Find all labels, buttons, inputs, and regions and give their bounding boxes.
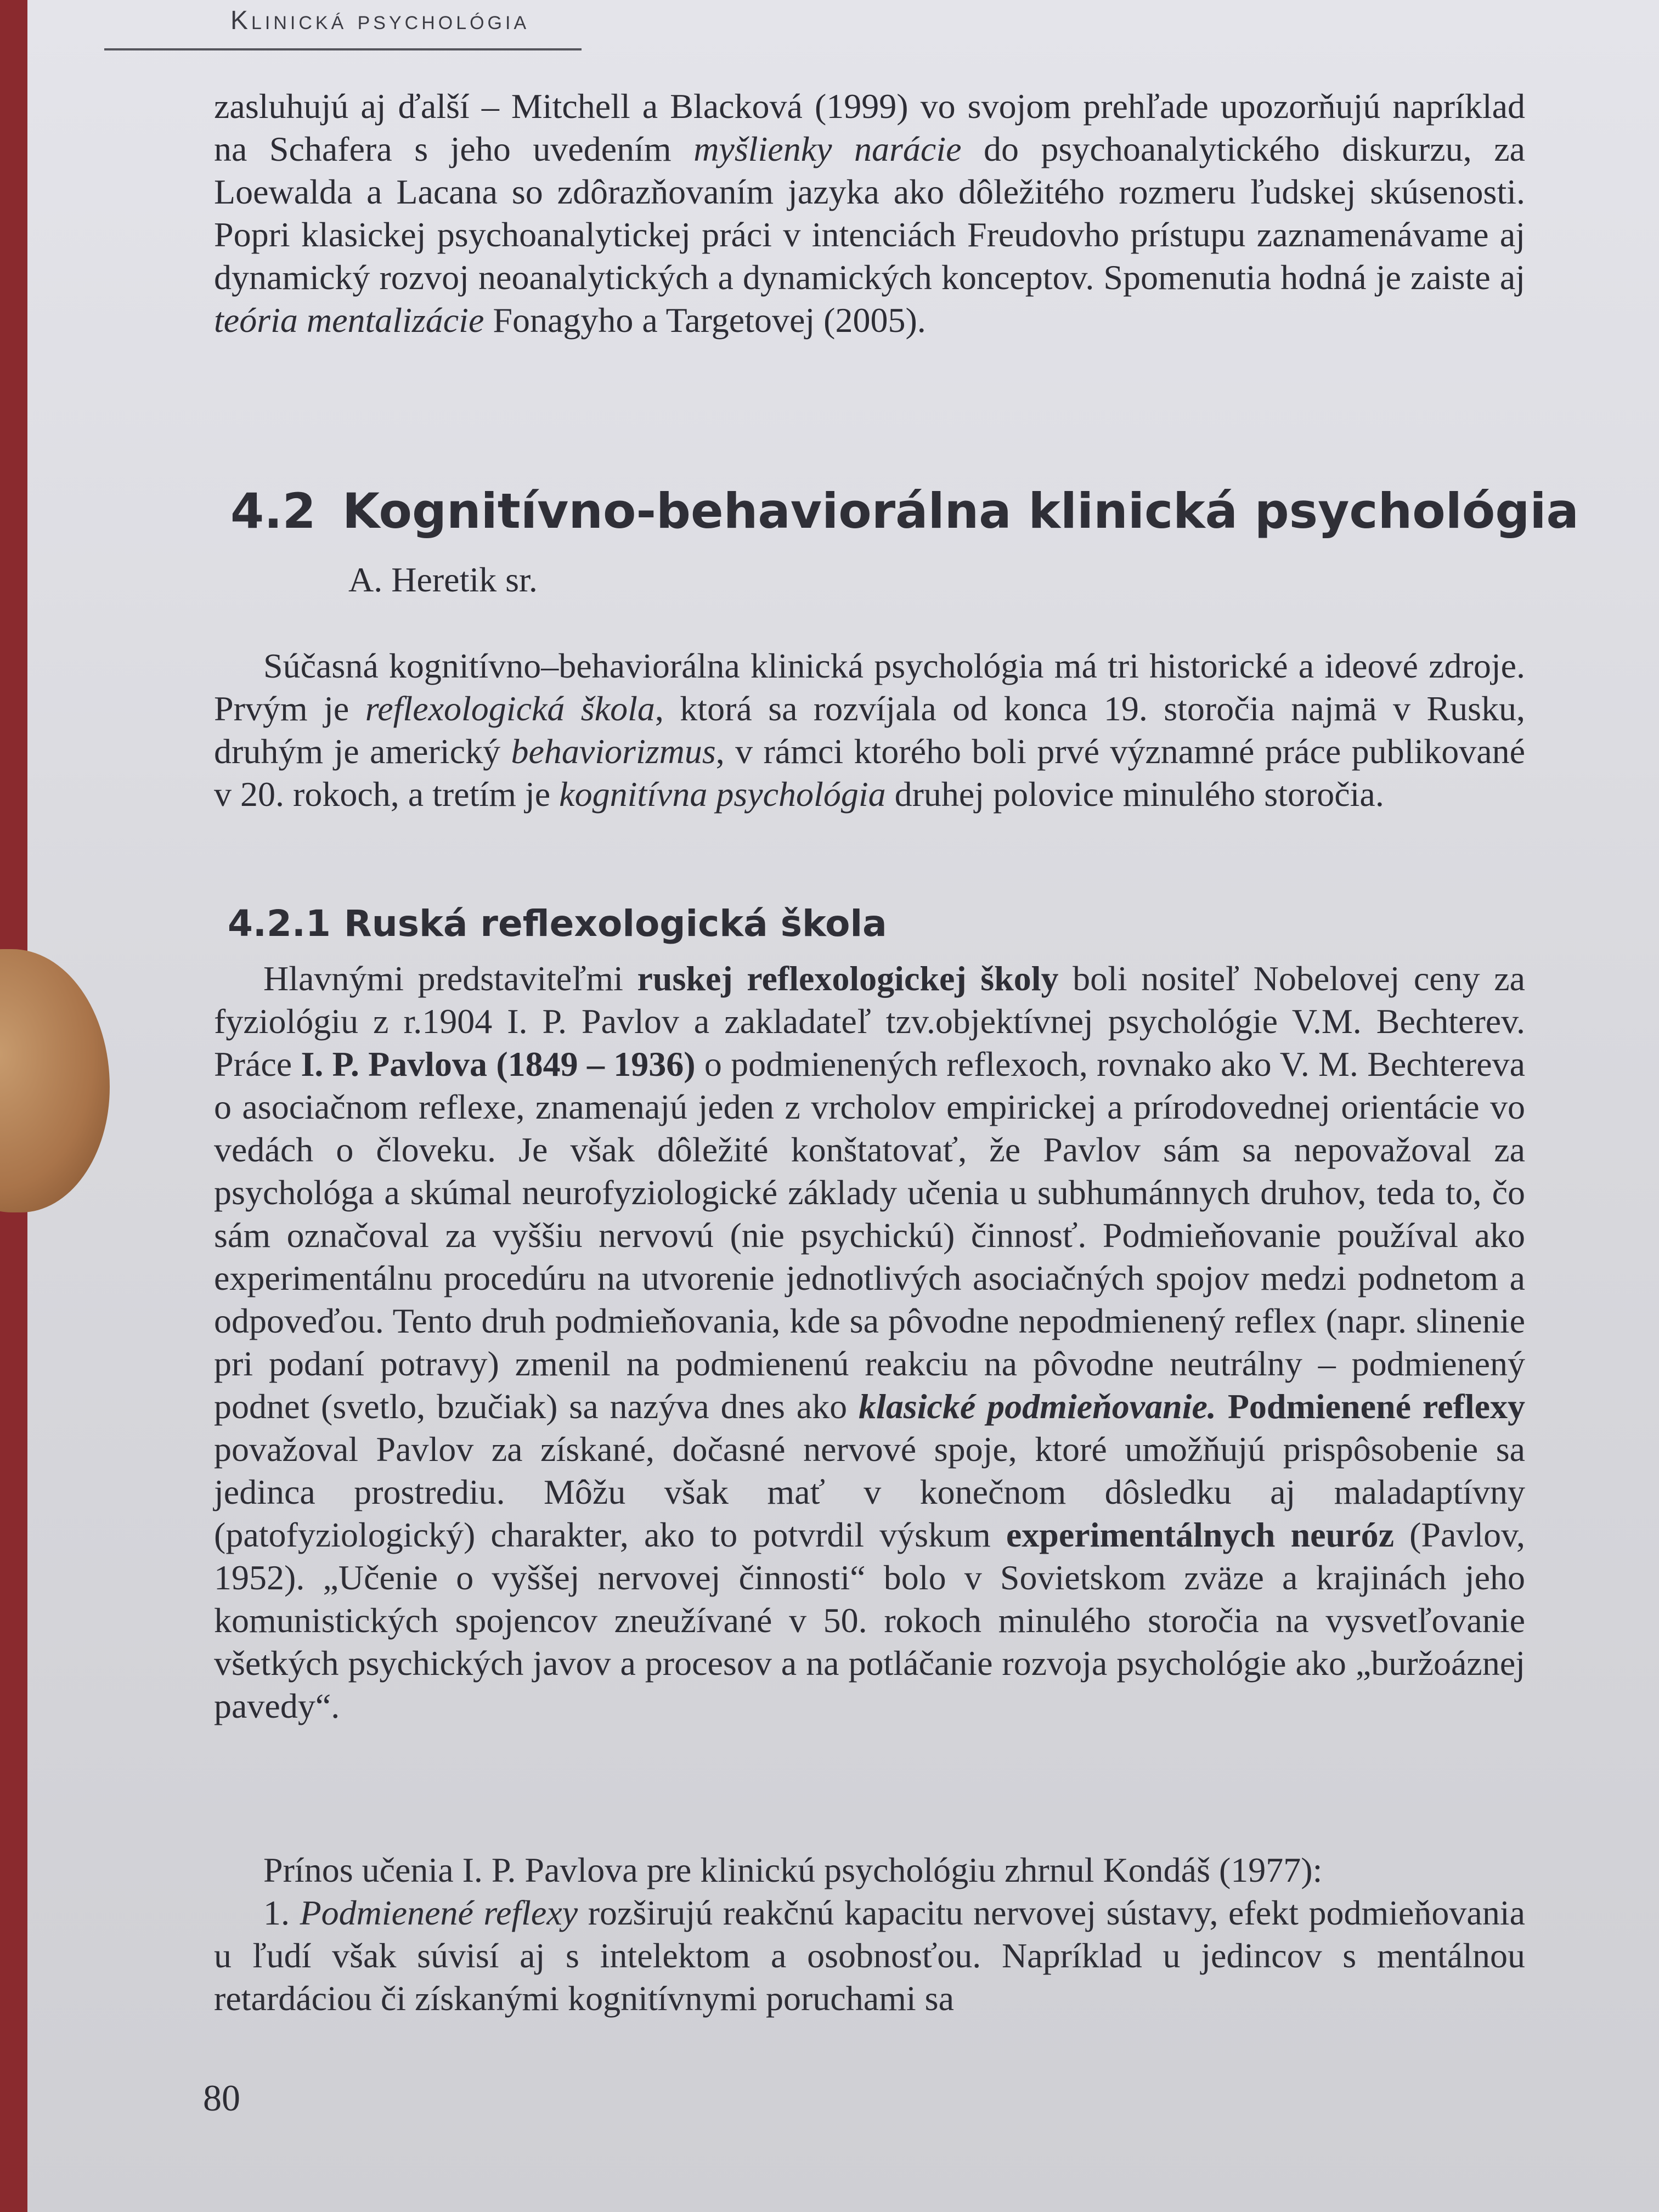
text-run: boli nositeľ Nobelovej ceny za fyziológiu z r.1904 I. P. Pavlov a zakladateľ tzv.objektívnej psychológie V.M. Bechterev. Práce [214,959,1526,1084]
text-run: Súčasná kognitívno–behaviorálna klinická psychológia má tri historické a ideové zdroje. Prvým je [214,646,1525,728]
section-heading [230,483,1579,539]
italic-term: teória mentalizácie [214,301,484,340]
text-run [1216,1387,1228,1426]
section-title: Kognitívno-behaviorálna klinická psychológia [342,483,1579,539]
text-run: druhej polovice minulého storočia. [885,775,1384,814]
text-run: považoval Pavlov za získané, dočasné nervové spoje, ktoré umožňujú prispôsobenie sa jedinca prostrediu. Môžu však mať v konečnom dôsledku aj maladaptívny (patofyziologický) charakter, ako to potvrdil výskum [214,1430,1525,1554]
paragraph-pavlov [214,957,1525,1728]
running-head: Klinická psychológia [230,6,530,35]
subsection-heading [228,902,887,945]
subsection-number: 4.2.1 [228,902,331,945]
paragraph-sources [214,645,1525,816]
list-number: 1. [263,1893,290,1932]
bold-term: experimentálnych neuróz [1006,1515,1394,1554]
text-run: zasluhujú aj ďalší – Mitchell a Blacková (1999) vo svojom prehľade upozorňujú napríklad na Schafera s jeho uvedením [214,87,1525,168]
book-page [27,0,1659,2212]
paragraph-list-item-1 [214,1892,1525,2020]
text-run: (Pavlov, 1952). „Učenie o vyššej nervovej činnosti“ bolo v Sovietskom zväze a krajinách jeho komunistických spojencov zneužívané v 50. rokoch minulého storočia na vysvetľovanie všetkých psychických javov a procesov a na potláčanie rozvoja psychológie ako „buržoáznej pavedy“. [214,1515,1526,1725]
paragraph-kondas: Prínos učenia I. P. Pavlova pre klinickú psychológiu zhrnul Kondáš (1977): [263,1850,1323,1889]
section-author: A. Heretik sr. [348,560,538,599]
italic-term: reflexologická škola [365,689,655,728]
text-run: , ktorá sa rozvíjala od konca 19. storočia najmä v Rusku, druhým je americký [214,689,1525,771]
bold-term: ruskej reflexologickej školy [637,959,1059,998]
section-number: 4.2 [230,483,316,539]
paragraph-intro [214,85,1525,342]
text-run: o podmienených reflexoch, rovnako ako V. M. Bechtereva o asociačnom reflexe, znamenajú jeden z vrcholov empirickej a prírodovednej orientácie vo vedách o človeku. Je však dôležité konštatovať, že Pavlov sám sa nepovažoval za psychológa a skúmal neurofyziologické základy učenia u subhumánnych druhov, teda to, čo sám označoval za vyššiu nervovú (nie psychickú) činnosť. Podmieňovanie používal ako experimentálnu procedúru na utvorenie jednotlivých asociačných spojov medzi podnetom a odpoveďou. Tento druh podmieňovania, kde sa pôvodne nepodmienený reflex (napr. slinenie pri podaní potravy) zmenil na podmienenú reakciu na pôvodne neutrálny – podmienený podnet (svetlo, bzučiak) sa nazýva dnes ako [214,1045,1526,1426]
bold-term: Podmienené reflexy [1227,1387,1526,1426]
text-run: do psychoanalytického diskurzu, za Loewalda a Lacana so zdôrazňovaním jazyka ako dôležitého rozmeru ľudskej skúsenosti. Popri klasickej psychoanalytickej práci v intenciách Freudovho prístupu zaznamenávame aj dynamický rozvoj neoanalytických a dynamických konceptov. Spomenutia hodná je zaiste aj [214,129,1526,297]
text-run: Hlavnými predstaviteľmi [263,959,637,998]
subsection-title: Ruská reflexologická škola [343,902,887,945]
page-number: 80 [203,2077,240,2119]
bold-term: I. P. Pavlova (1849 – 1936) [301,1045,696,1084]
italic-term: myšlienky narácie [693,129,962,168]
text-run: Fonagyho a Targetovej (2005). [484,301,926,340]
italic-term: kognitívna psychológia [559,775,886,814]
running-head-rule [104,48,582,50]
text-run: rozširujú reakčnú kapacitu nervovej sústavy, efekt podmieňovania u ľudí však súvisí aj s intelektom a osobnosťou. Napríklad u jedincov s mentálnou retardáciou či získanými kognitívnymi poruchami sa [214,1893,1526,2018]
italic-term: behaviorizmus [511,732,716,771]
text-run: , v rámci ktorého boli prvé významné práce publikované v 20. rokoch, a tretím je [214,732,1526,814]
italic-term: Podmienené reflexy [300,1893,578,1932]
bold-italic-term: klasické podmieňovanie. [859,1387,1216,1426]
